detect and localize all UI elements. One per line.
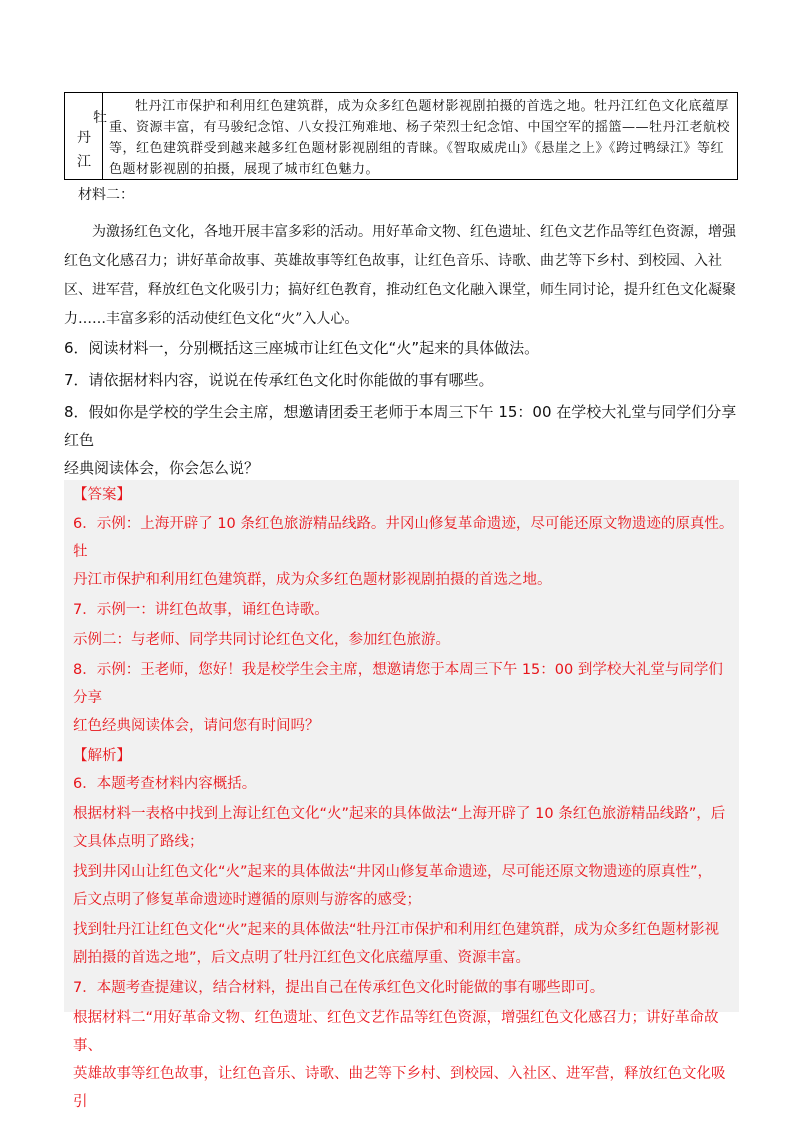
analysis-line-1: 6．本题考查材料内容概括。 xyxy=(73,776,257,792)
answer-6-line1: 6．示例：上海开辟了 10 条红色旅游精品线路。井冈山修复革命遗迹，尽可能还原文物遗迹的原真性。牡 xyxy=(73,516,734,560)
question-8-line1: 8．假如你是学校的学生会主席，想邀请团委王老师于本周三下午 15：00 在学校大礼堂与同学们分享红色 xyxy=(64,403,737,449)
material-two-body: 为激扬红色文化，各地开展丰富多彩的活动。用好革命文物、红色遗址、红色文艺作品等红色资源，增强红色文化感召力；讲好革命故事、英雄故事等红色故事，让红色音乐、诗歌、曲艺等下乡村、到校园、入社区、进军营，释放红色文化吸引力；搞好红色教育，推动红色文化融入课堂，师生同讨论，提升红色文化凝聚力……丰富多彩的活动使红色文化“火”入人心。 xyxy=(64,224,736,327)
analysis-label: 【解析】 xyxy=(73,748,131,764)
analysis-line-2: 根据材料一表格中找到上海让红色文化“火”起来的具体做法“上海开辟了 10 条红色旅游精品线路”，后 xyxy=(73,806,726,822)
analysis-line-9: 根据材料二“用好革命文物、红色遗址、红色文艺作品等红色资源，增强红色文化感召力；讲好革命故事、 xyxy=(73,1010,719,1054)
questions xyxy=(64,334,739,482)
analysis-line-4: 找到井冈山让红色文化“火”起来的具体做法“井冈山修复革命遗迹，尽可能还原文物遗迹的原真性”， xyxy=(73,864,713,880)
city-tag: 牡 xyxy=(93,110,107,126)
material-table xyxy=(64,92,738,180)
analysis-line-5: 后文点明了修复革命遗迹时遵循的原则与游客的感受； xyxy=(73,892,421,908)
question-7: 7．请依据材料内容，说说在传承红色文化时你能做的事有哪些。 xyxy=(64,371,494,389)
question-6: 6．阅读材料一，分别概括这三座城市让红色文化“火”起来的具体做法。 xyxy=(64,339,540,357)
city-name-cell xyxy=(65,93,103,179)
material-two xyxy=(64,182,739,334)
answer-7-line1: 7．示例一：讲红色故事，诵红色诗歌。 xyxy=(73,602,329,618)
table-cell-text: 牡丹江市保护和利用红色建筑群，成为众多红色题材影视剧拍摄的首选之地。牡丹江红色文化底蕴厚重、资源丰富，有马骏纪念馆、八女投江殉难地、杨子荣烈士纪念馆、中国空军的摇篮——牡丹江老航校等，红色建筑群受到越来越多红色题材影视剧组的青睐。《智取威虎山》《悬崖之上》《跨过鸭绿江》等红色题材影视剧的拍摄，展现了城市红色魅力。 xyxy=(109,99,731,177)
analysis-line-3: 文具体点明了路线； xyxy=(73,834,204,850)
analysis-line-6: 找到牡丹江让红色文化“火”起来的具体做法“牡丹江市保护和利用红色建筑群，成为众多红色题材影视 xyxy=(73,922,720,938)
answer-6-line2: 丹江市保护和利用红色建筑群，成为众多红色题材影视剧拍摄的首选之地。 xyxy=(73,572,552,588)
material-two-heading: 材料二： xyxy=(78,187,134,203)
city-char-2: 江 xyxy=(77,154,91,170)
answer-8-line1: 8．示例：王老师，您好！我是校学生会主席，想邀请您于本周三下午 15：00 到学校大礼堂与同学们分享 xyxy=(73,662,723,706)
analysis-line-8: 7．本题考查提建议，结合材料，提出自己在传承红色文化时能做的事有哪些即可。 xyxy=(73,980,605,996)
city-char-1: 丹 xyxy=(77,130,91,146)
question-8-line2: 经典阅读体会，你会怎么说？ xyxy=(64,459,260,477)
answer-8-line2: 红色经典阅读体会，请问您有时间吗？ xyxy=(73,718,320,734)
answer-section xyxy=(73,481,735,1116)
answer-label: 【答案】 xyxy=(73,487,131,503)
analysis-line-10: 英雄故事等红色故事，让红色音乐、诗歌、曲艺等下乡村、到校园、入社区、进军营，释放红色文化吸引 xyxy=(73,1066,726,1110)
analysis-line-7: 剧拍摄的首选之地”，后文点明了牡丹江红色文化底蕴厚重、资源丰富。 xyxy=(73,950,531,966)
answer-7-line2: 示例二：与老师、同学共同讨论红色文化，参加红色旅游。 xyxy=(73,632,450,648)
